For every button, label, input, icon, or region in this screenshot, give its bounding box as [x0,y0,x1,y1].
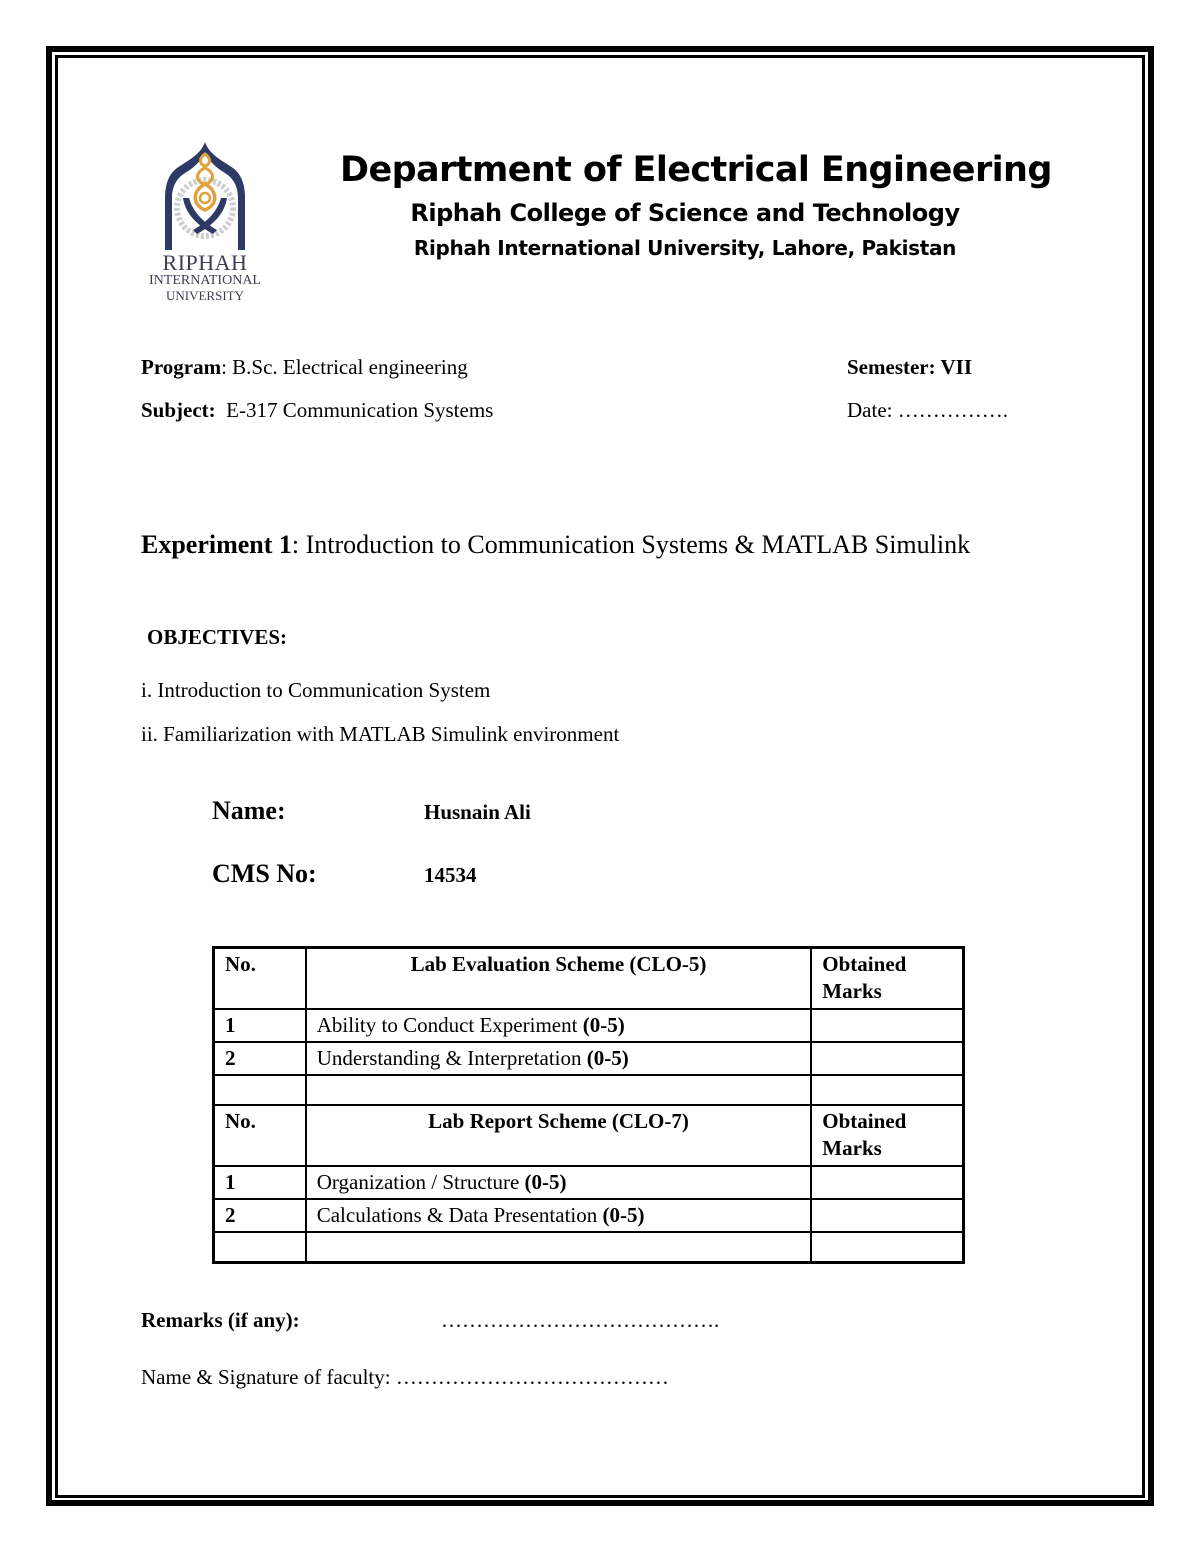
subject-value: E-317 Communication Systems [226,398,494,422]
criterion-range: (0-5) [582,1013,625,1037]
row-marks-cell[interactable] [811,1075,963,1105]
row-no: 2 [214,1042,306,1075]
table-row [214,1009,964,1042]
header-marks: Obtained Marks [811,948,963,1010]
criterion-text: Ability to Conduct Experiment [316,1013,578,1037]
objectives-heading: OBJECTIVES: [147,625,288,649]
row-marks-cell[interactable] [811,1009,963,1042]
logo-text-university: UNIVERSITY [166,288,244,303]
criterion-range: (0-5) [524,1170,567,1194]
semester-value: VII [940,355,973,379]
university-logo [135,138,275,308]
experiment-title [141,530,970,560]
subject-label: Subject: [141,398,216,422]
row-criterion [306,1075,812,1105]
faculty-signature-line [141,1365,669,1390]
row-no: 1 [214,1166,306,1199]
header-marks: Obtained Marks [811,1105,963,1166]
table-header-row [214,948,964,1010]
date-value: ……………. [897,398,1008,422]
semester-label: Semester: [847,355,936,379]
criterion-text: Calculations & Data Presentation [316,1203,598,1227]
table-row [214,1042,964,1075]
evaluation-table [212,946,965,1264]
table-row [214,1166,964,1199]
experiment-name: : Introduction to Communication Systems & MATLAB Simulink [291,530,971,559]
cms-number-value: 14534 [424,863,477,887]
row-criterion [306,1232,812,1263]
criterion-range: (0-5) [602,1203,645,1227]
program-value: : B.Sc. Electrical engineering [221,355,468,379]
subject-line [141,398,493,423]
objective-item: ii. Familiarization with MATLAB Simulink environment [141,722,620,746]
table-header-row [214,1105,964,1166]
criterion-text: Understanding & Interpretation [316,1046,582,1070]
row-criterion [306,1166,812,1199]
riphah-emblem-icon [155,138,255,253]
table-row [214,1199,964,1232]
remarks-field[interactable]: …………………………………. [441,1308,720,1332]
faculty-signature-field[interactable]: ………………………………… [395,1365,669,1389]
header-no: No. [214,1105,306,1166]
row-no [214,1075,306,1105]
objective-item: i. Introduction to Communication System [141,678,491,702]
table-row-empty [214,1232,964,1263]
program-line [141,355,468,380]
row-no: 2 [214,1199,306,1232]
cms-number-label: CMS No: [212,859,317,888]
program-label: Program [141,355,222,379]
college-name: Riphah College of Science and Technology [410,199,960,227]
department-title: Department of Electrical Engineering [340,150,1052,190]
row-no: 1 [214,1009,306,1042]
student-name-value: Husnain Ali [424,800,531,824]
row-marks-cell[interactable] [811,1166,963,1199]
table-row-empty [214,1075,964,1105]
remarks-label: Remarks (if any): [141,1308,300,1332]
header-no: No. [214,948,306,1010]
faculty-signature-label: Name & Signature of faculty: [141,1365,391,1389]
experiment-label: Experiment 1 [141,530,292,559]
date-line [847,398,1008,423]
row-marks-cell[interactable] [811,1232,963,1263]
university-location: Riphah International University, Lahore, Pakistan [413,236,957,260]
header-scheme: Lab Report Scheme (CLO-7) [306,1105,812,1166]
date-label: Date: [847,398,893,422]
row-marks-cell[interactable] [811,1199,963,1232]
criterion-range: (0-5) [586,1046,629,1070]
row-no [214,1232,306,1263]
row-criterion [306,1042,812,1075]
criterion-text: Organization / Structure [316,1170,520,1194]
logo-text-riphah: RIPHAH [162,250,248,275]
header-scheme: Lab Evaluation Scheme (CLO-5) [306,948,812,1010]
semester-line [847,355,972,380]
student-name-label: Name: [212,796,286,825]
row-marks-cell[interactable] [811,1042,963,1075]
row-criterion [306,1199,812,1232]
logo-text-international: INTERNATIONAL [149,273,261,288]
row-criterion [306,1009,812,1042]
